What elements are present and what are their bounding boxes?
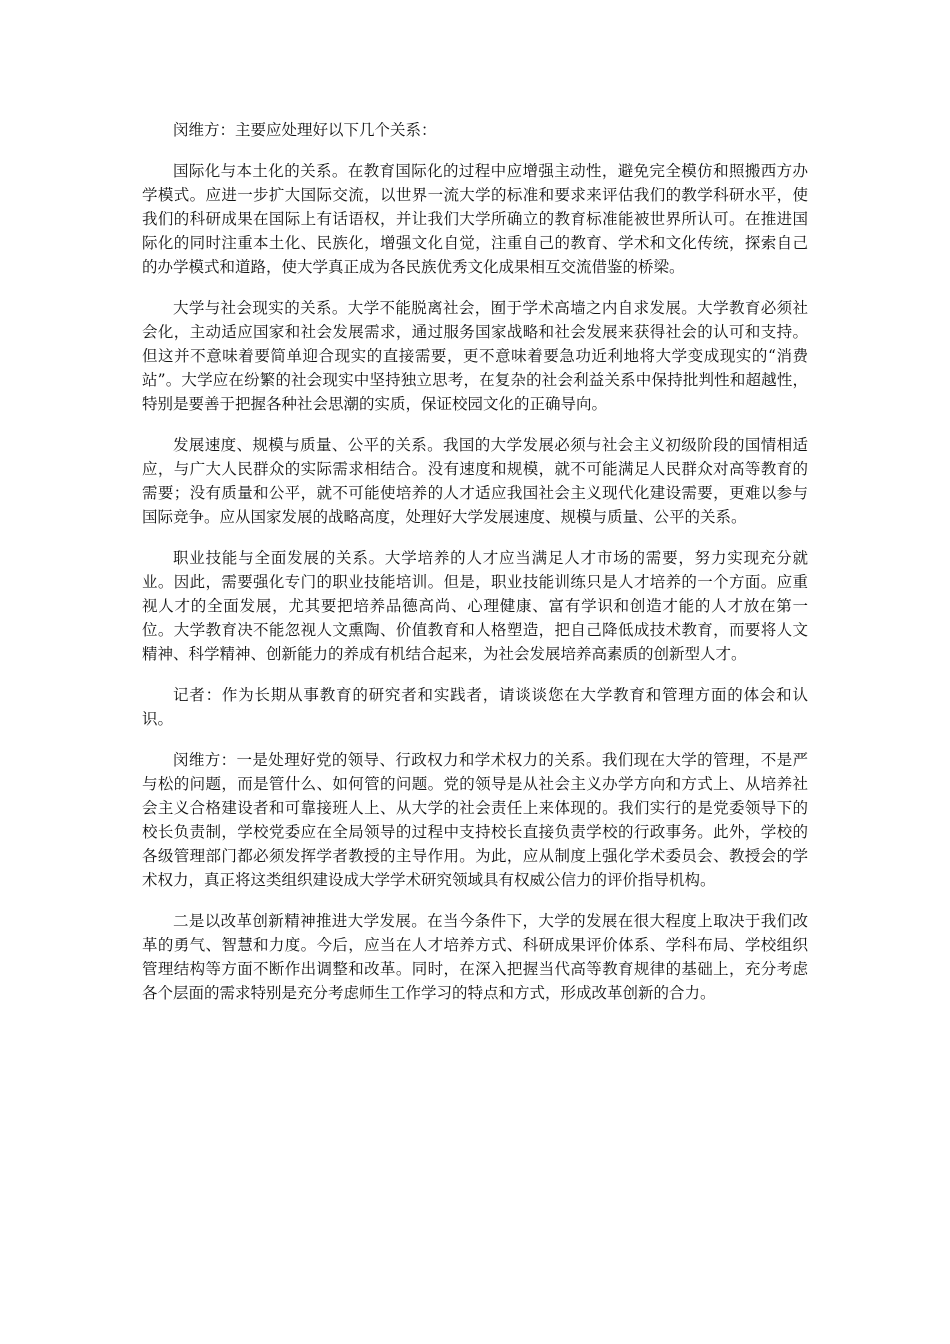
paragraph-speed-quality: 发展速度、规模与质量、公平的关系。我国的大学发展必须与社会主义初级阶段的国情相适应，与广大人民群众的实际需求相结合。没有速度和规模，就不可能满足人民群众对高等教育的需要；没有质量和公平，就不可能使培养的人才适应我国社会主义现代化建设需要，更难以参与国际竞争。应从国家发展的战略高度，处理好大学发展速度、规模与质量、公平的关系。 [142, 436, 808, 526]
paragraph-reform-innovation: 二是以改革创新精神推进大学发展。在当今条件下，大学的发展在很大程度上取决于我们改革的勇气、智慧和力度。今后，应当在人才培养方式、科研成果评价体系、学科布局、学校组织管理结构等方面不断作出调整和改革。同时，在深入把握当代高等教育规律的基础上，充分考虑各个层面的需求特别是充分考虑师生工作学习的特点和方式，形成改革创新的合力。 [142, 912, 808, 1002]
paragraph-leadership-power: 闵维方：一是处理好党的领导、行政权力和学术权力的关系。我们现在大学的管理，不是严与松的问题，而是管什么、如何管的问题。党的领导是从社会主义办学方向和方式上、从培养社会主义合格建设者和可靠接班人上、从大学的社会责任上来体现的。我们实行的是党委领导下的校长负责制，学校党委应在全局领导的过程中支持校长直接负责学校的行政事务。此外，学校的各级管理部门都必须发挥学者教授的主导作用。为此，应从制度上强化学术委员会、教授会的学术权力，真正将这类组织建设成大学学术研究领域具有权威公信力的评价指导机构。 [142, 751, 808, 889]
document-body [142, 118, 808, 1022]
paragraph-internationalization: 国际化与本土化的关系。在教育国际化的过程中应增强主动性，避免完全模仿和照搬西方办学模式。应进一步扩大国际交流，以世界一流大学的标准和要求来评估我们的教学科研水平，使我们的科研成果在国际上有话语权，并让我们大学所确立的教育标准能被世界所认可。在推进国际化的同时注重本土化、民族化，增强文化自觉，注重自己的教育、学术和文化传统，探索自己的办学模式和道路，使大学真正成为各民族优秀文化成果相互交流借鉴的桥梁。 [142, 162, 808, 276]
paragraph-vocational-skills: 职业技能与全面发展的关系。大学培养的人才应当满足人才市场的需要，努力实现充分就业。因此，需要强化专门的职业技能培训。但是，职业技能训练只是人才培养的一个方面。应重视人才的全面发展，尤其要把培养品德高尚、心理健康、富有学识和创造才能的人才放在第一位。大学教育决不能忽视人文熏陶、价值教育和人格塑造，把自己降低成技术教育，而要将人文精神、科学精神、创新能力的养成有机结合起来，为社会发展培养高素质的创新型人才。 [142, 549, 808, 663]
interview-answer-intro: 闵维方：主要应处理好以下几个关系： [173, 121, 437, 139]
paragraph-society-reality: 大学与社会现实的关系。大学不能脱离社会，囿于学术高墙之内自求发展。大学教育必须社会化，主动适应国家和社会发展需求，通过服务国家战略和社会发展来获得社会的认可和支持。但这并不意味着要简单迎合现实的直接需要，更不意味着要急功近利地将大学变成现实的“消费站”。大学应在纷繁的社会现实中坚持独立思考，在复杂的社会利益关系中保持批判性和超越性，特别是要善于把握各种社会思潮的实质，保证校园文化的正确导向。 [142, 299, 808, 413]
reporter-question: 记者：作为长期从事教育的研究者和实践者，请谈谈您在大学教育和管理方面的体会和认识。 [142, 686, 808, 728]
